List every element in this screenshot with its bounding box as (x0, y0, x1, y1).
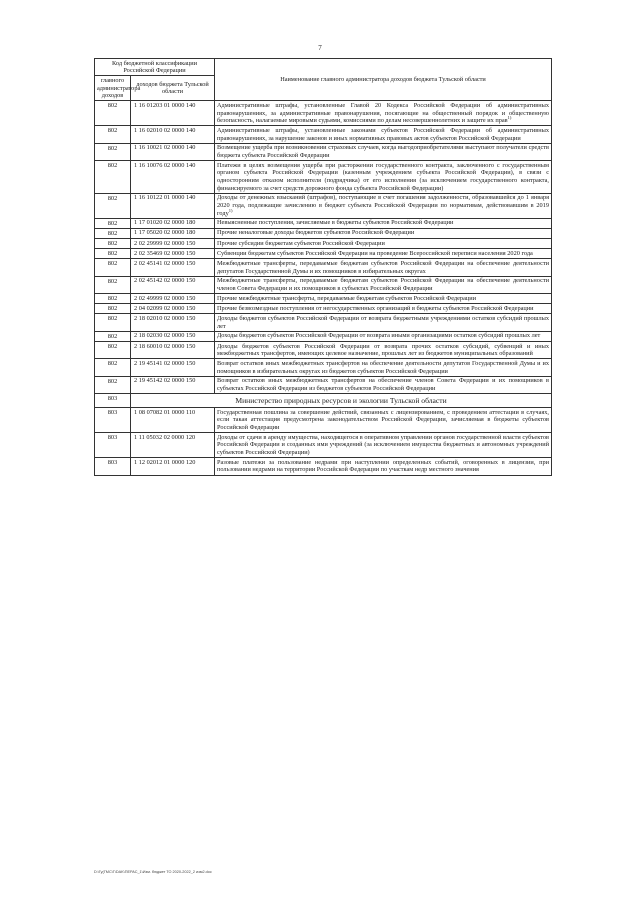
table-row (95, 376, 552, 393)
income-name-text: Доходы бюджетов субъектов Российской Федерации от возврата бюджетными учреждениями остатков субсидий прошлых лет (217, 314, 549, 330)
income-code-cell: 2 02 35469 02 0000 150 (131, 249, 215, 259)
income-name-cell (215, 161, 552, 194)
table-row (95, 101, 552, 126)
footnote-marker: 1) (228, 207, 233, 213)
income-name-cell (215, 376, 552, 393)
table-row (95, 259, 552, 276)
table-row (95, 304, 552, 314)
table-row (95, 433, 552, 458)
income-name-cell (215, 239, 552, 249)
income-name-text: Прочие субсидии бюджетам субъектов Российской Федерации (217, 239, 385, 247)
income-code-cell: 2 18 02010 02 0000 150 (131, 314, 215, 331)
income-name-text: Невыясненные поступления, зачисляемые в бюджеты субъектов Российской Федерации (217, 219, 454, 227)
admin-code-cell: 802 (95, 126, 131, 143)
admin-code-cell: 802 (95, 331, 131, 341)
income-code-cell: 2 04 02099 02 0000 150 (131, 304, 215, 314)
income-code-cell: 1 16 10076 02 0000 140 (131, 161, 215, 194)
income-name-text: Доходы бюджетов субъектов Российской Федерации от возврата иными организациями остатков субсидий прошлых лет (217, 332, 541, 340)
income-administrators-table (94, 58, 552, 476)
income-name-text: Доходы бюджетов субъектов Российской Федерации от возврата прочих остатков субсидий, субвенций и иных межбюджетных трансфертов, имеющих целевое назначение, прошлых лет из бюджетов муниципальных образований (217, 342, 549, 358)
admin-code-cell: 802 (95, 359, 131, 376)
income-name-text: Государственная пошлина за совершение действий, связанных с лицензированием, с проведением аттестации в случаях, если такая аттестация предусмотрена законодательством Российской Федерации, зачисляемая в бюджеты субъектов Российской Федерации (217, 408, 549, 432)
income-name-text: Возврат остатков иных межбюджетных трансфертов на обеспечение деятельности депутатов Государственной Думы и их помощников в избирательных округах из бюджетов субъектов Российской Федерации (217, 359, 549, 375)
income-name-text: Доходы от сдачи в аренду имущества, находящегося в оперативном управлении органов государственной власти субъектов Российской Федерации и созданных ими учреждений (за исключением имущества бюджетных и автономных учреждений субъектов Российской Федерации) (217, 433, 549, 457)
table-row (95, 294, 552, 304)
income-code-cell: 1 12 02012 01 0000 120 (131, 458, 215, 475)
income-name-text: Межбюджетные трансферты, передаваемые бюджетам субъектов Российской Федерации на обеспечение деятельности депутатов Государственной Думы и их помощников в избирательных округах (217, 259, 549, 275)
table-row (95, 314, 552, 331)
income-code-cell: 1 16 02010 02 0000 140 (131, 126, 215, 143)
income-name-cell (215, 458, 552, 475)
admin-code-cell: 803 (95, 433, 131, 458)
income-name-text: Возврат остатков иных межбюджетных трансфертов на обеспечение членов Совета Федерации и их помощников в субъектах Российской Федерации из бюджетов субъектов Российской Федерации (217, 377, 549, 392)
admin-code-cell: 802 (95, 161, 131, 194)
income-name-cell (215, 342, 552, 359)
income-name-cell (215, 304, 552, 314)
income-code-cell: 2 18 60010 02 0000 150 (131, 342, 215, 359)
income-name-text: Возмещение ущерба при возникновении страховых случаев, когда выгодоприобретателями выступают получатели средств бюджета субъекта Российской Федерации (217, 144, 549, 159)
income-name-cell (215, 314, 552, 331)
income-name-cell (215, 294, 552, 304)
income-name-cell (215, 331, 552, 341)
admin-code-cell: 802 (95, 239, 131, 249)
income-name-text: Прочие неналоговые доходы бюджетов субъектов Российской Федерации (217, 229, 415, 237)
admin-code-cell: 802 (95, 218, 131, 228)
table-row (95, 408, 552, 433)
income-name-cell (215, 259, 552, 276)
table-row (95, 218, 552, 228)
admin-code-cell: 802 (95, 101, 131, 126)
table-row (95, 276, 552, 293)
income-name-cell (215, 359, 552, 376)
income-name-text: Субвенции бюджетам субъектов Российской Федерации на проведение Всероссийской переписи населения 2020 года (217, 249, 533, 257)
income-code-cell: 2 02 45141 02 0000 150 (131, 259, 215, 276)
header-admin-column: главного администратора доходов (95, 76, 131, 101)
table-row (95, 458, 552, 475)
income-name-text: Межбюджетные трансферты, передаваемые бюджетам субъектов Российской Федерации на обеспечение деятельности членов Совета Федерации и их помощников в субъектах Российской Федерации (217, 277, 549, 292)
income-name-cell (215, 249, 552, 259)
admin-code-cell: 802 (95, 342, 131, 359)
admin-code-cell: 802 (95, 259, 131, 276)
income-code-cell: 1 16 10021 02 0000 140 (131, 143, 215, 160)
header-code-group: Код бюджетной классификации Российской Федерации (95, 59, 215, 76)
table-row (95, 342, 552, 359)
admin-code-cell: 802 (95, 193, 131, 218)
income-name-cell (215, 193, 552, 218)
income-name-cell (215, 101, 552, 126)
income-code-cell: 1 16 10122 01 0000 140 (131, 193, 215, 218)
income-name-cell (215, 228, 552, 238)
admin-code-cell: 802 (95, 249, 131, 259)
income-name-text: Доходы от денежных взысканий (штрафов), поступающие в счет погашения задолженности, образовавшейся до 1 января 2020 года, подлежащие зачислению в бюджет субъекта Российской Федерации по нормативам, действовавшим в 2019 году (217, 194, 549, 217)
table-row (95, 161, 552, 194)
table-row (95, 193, 552, 218)
income-code-cell: 1 11 05032 02 0000 120 (131, 433, 215, 458)
table-row (95, 331, 552, 341)
income-code-cell: 2 19 45142 02 0000 150 (131, 376, 215, 393)
income-name-cell (215, 218, 552, 228)
income-name-cell (215, 143, 552, 160)
admin-code-cell: 802 (95, 314, 131, 331)
income-code-cell: 1 17 01020 02 0000 180 (131, 218, 215, 228)
income-code-cell: 2 02 29999 02 0000 150 (131, 239, 215, 249)
admin-code-cell: 802 (95, 228, 131, 238)
table-row (95, 239, 552, 249)
table-row (95, 228, 552, 238)
income-name-text: Разовые платежи за пользование недрами при наступлении определенных событий, оговоренных в лицензии, при пользовании недрами на территории Российской Федерации по участкам недр местного значения (217, 458, 549, 474)
admin-code-cell: 802 (95, 294, 131, 304)
admin-code-cell: 802 (95, 376, 131, 393)
income-code-cell: 2 02 45142 02 0000 150 (131, 276, 215, 293)
income-name-cell (215, 276, 552, 293)
income-code-cell: 2 02 49999 02 0000 150 (131, 294, 215, 304)
income-name-text: Административные штрафы, установленные законами субъектов Российской Федерации об административных правонарушениях, за нарушение законов и иных нормативных правовых актов субъектов Российской Федерации (217, 126, 549, 142)
income-code-cell: 1 08 07082 01 0000 110 (131, 408, 215, 433)
income-name-text: Платежи в целях возмещения ущерба при расторжении государственного контракта, заключенного с государственным органом субъекта Российской Федерации (казенным учреждением субъекта Российской Федерации), в связи с односторонним отказом исполнителя (подрядчика) от его исполнения (за исключением государственного контракта, финансируемого за счет средств дорожного фонда субъекта Российской Федерации) (217, 161, 549, 192)
income-code-cell: 1 16 01203 01 0000 140 (131, 101, 215, 126)
admin-code-cell: 803 (95, 458, 131, 475)
header-name-column: Наименование главного администратора доходов бюджета Тульской области (215, 59, 552, 101)
income-code-cell: 1 17 05020 02 0000 180 (131, 228, 215, 238)
admin-code-cell: 803 (95, 408, 131, 433)
header-income-column: доходов бюджета Тульской области (131, 76, 215, 101)
income-name-cell (215, 126, 552, 143)
footnote-marker: 1) (507, 115, 512, 121)
section-row (95, 394, 552, 408)
income-name-text: Прочие безвозмездные поступления от негосударственных организаций в бюджеты субъектов Российской Федерации (217, 304, 534, 312)
income-code-cell: 2 19 45141 02 0000 150 (131, 359, 215, 376)
table-row (95, 143, 552, 160)
income-name-text: Административные штрафы, установленные Главой 20 Кодекса Российской Федерации об административных правонарушениях, за административные правонарушения, посягающие на общественный порядок и общественную безопасность, налагаемые мировыми судьями, комиссиями по делам несовершеннолетних и защите их прав (217, 101, 549, 125)
section-title: Министерство природных ресурсов и экологии Тульской области (131, 394, 552, 408)
income-name-cell (215, 433, 552, 458)
section-admin-code: 803 (95, 394, 131, 408)
admin-code-cell: 802 (95, 304, 131, 314)
admin-code-cell: 802 (95, 276, 131, 293)
footer-file-path: D:\Гу(ГМС\Г\DAK\ПЕРАС_1\Изм. бюджет ТО 2020-2022_2 изм2.doc (94, 870, 212, 874)
income-name-text: Прочие межбюджетные трансферты, передаваемые бюджетам субъектов Российской Федерации (217, 294, 476, 302)
income-name-cell (215, 408, 552, 433)
table-row (95, 249, 552, 259)
admin-code-cell: 802 (95, 143, 131, 160)
table-row (95, 126, 552, 143)
income-code-cell: 2 18 02030 02 0000 150 (131, 331, 215, 341)
page-number: 7 (318, 44, 322, 52)
table-row (95, 359, 552, 376)
